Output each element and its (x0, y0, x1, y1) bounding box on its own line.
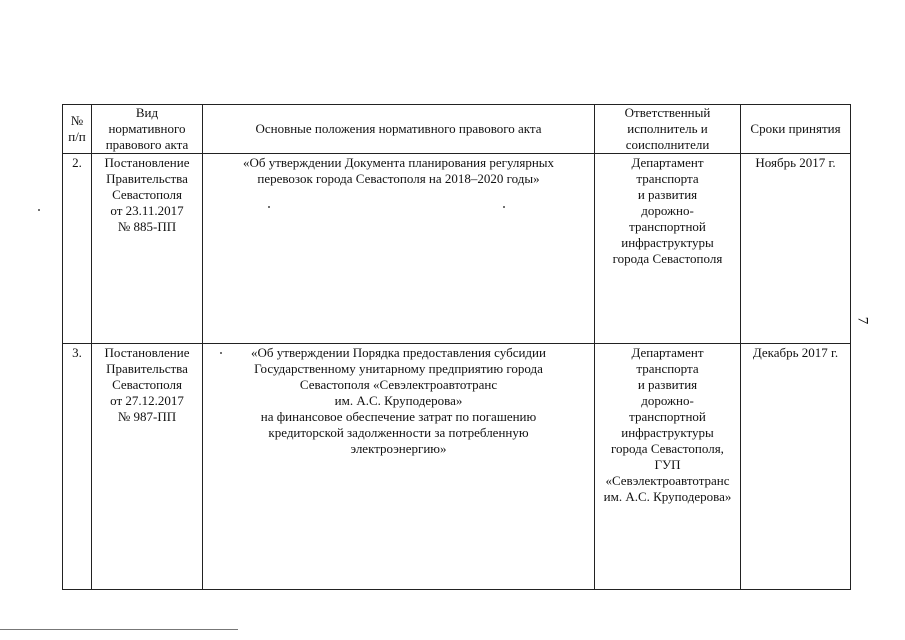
scan-speck (503, 206, 505, 208)
legal-acts-table (62, 104, 851, 590)
page-number: 7 (854, 316, 871, 325)
header-deadline: Сроки принятия (741, 105, 851, 154)
row-act-type: Постановление Правительства Севастополя от 23.11.2017 № 885-ПП (92, 154, 203, 344)
row-responsible: Департамент транспорта и развития дорожно- транспортной инфраструктуры города Севастополя, ГУП «Севэлектроавтотранс им. А.С. Круподерова» (595, 344, 741, 590)
row-deadline: Декабрь 2017 г. (741, 344, 851, 590)
row-deadline: Ноябрь 2017 г. (741, 154, 851, 344)
row-provisions: «Об утверждении Документа планирования регулярных перевозок города Севастополя на 2018–2020 годы» (203, 154, 595, 344)
header-num: № п/п (63, 105, 92, 154)
scan-speck (268, 206, 270, 208)
header-responsible: Ответственный исполнитель и соисполнители (595, 105, 741, 154)
row-num: 3. (63, 344, 92, 590)
header-act-type: Вид нормативного правового акта (92, 105, 203, 154)
row-provisions: «Об утверждении Порядка предоставления субсидии Государственному унитарному предприятию города Севастополя «Севэлектроавтотранс им. А.С. Круподерова» на финансовое обеспечение затрат по погашению кредиторской задолженности за потребленную электроэнергию» (203, 344, 595, 590)
scan-speck (220, 352, 222, 354)
row-num: 2. (63, 154, 92, 344)
bottom-rule (0, 629, 238, 630)
row-act-type: Постановление Правительства Севастополя от 27.12.2017 № 987-ПП (92, 344, 203, 590)
table-header-row (63, 105, 851, 154)
scan-speck (38, 209, 40, 211)
header-provisions: Основные положения нормативного правового акта (203, 105, 595, 154)
table-row (63, 344, 851, 590)
table-row (63, 154, 851, 344)
row-responsible: Департамент транспорта и развития дорожно- транспортной инфраструктуры города Севастополя (595, 154, 741, 344)
